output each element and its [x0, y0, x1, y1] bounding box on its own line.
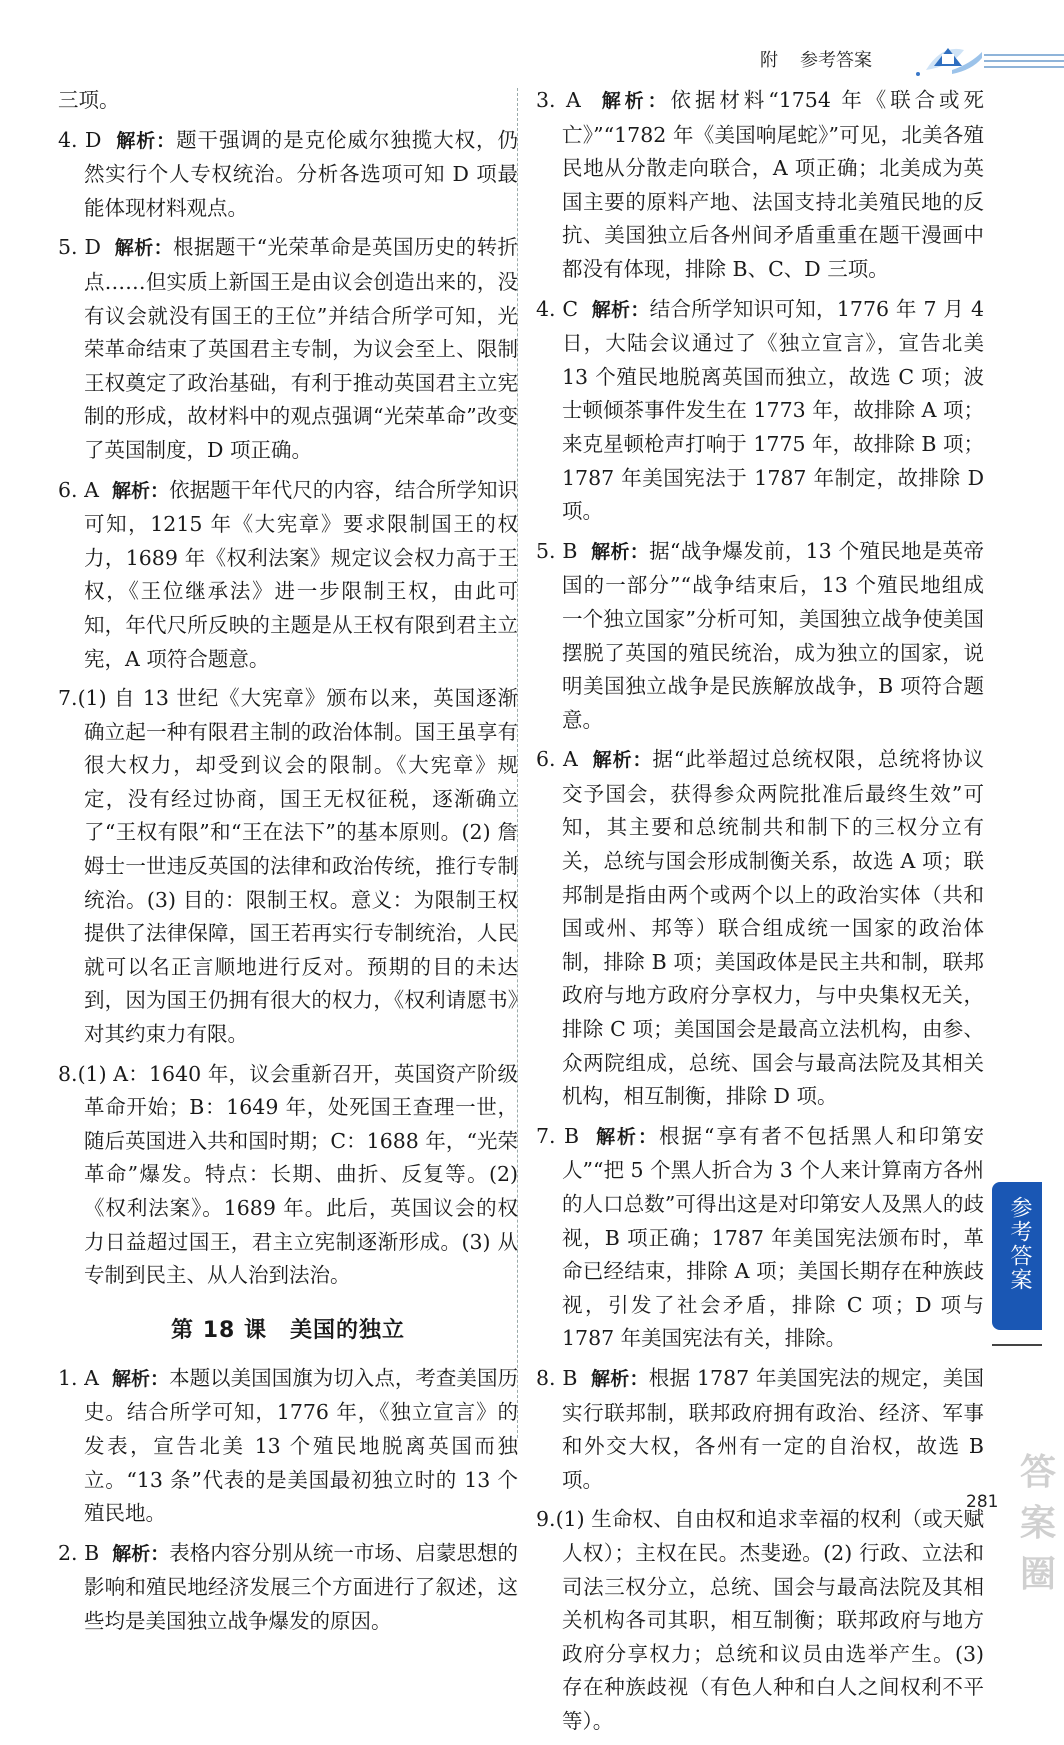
- page-number: 281: [966, 1492, 999, 1512]
- answer-item: [58, 1362, 518, 1531]
- analysis-label: 解析：: [116, 129, 177, 152]
- answer-number: 5. D: [58, 235, 101, 260]
- answer-number: 4. C: [536, 296, 579, 321]
- answer-item: [58, 124, 518, 226]
- analysis-label: 解析：: [114, 237, 174, 260]
- answer-item: [536, 743, 984, 1114]
- watermark-logo: 答案圈: [1020, 1452, 1057, 1595]
- header-decor-lines: [984, 54, 1064, 74]
- answer-text: 本题以美国国旗为切入点，考查美国历史。结合所学可知，1776 年，《独立宣言》的发表，宣告北美 13 个殖民地脱离英国而独立。“13 条”代表的是美国最初独立时的 13 个殖民地。: [84, 1365, 518, 1526]
- side-rule: [992, 1344, 1042, 1346]
- answer-text: 根据“享有者不包括黑人和印第安人”“把 5 个黑人折合为 3 个人来计算南方各州的人口总数”可得出这是对印第安人及黑人的歧视，B 项正确；1787 年美国宪法颁布时，革命已经结束，排除 A 项；美国长期存在种族歧视，引发了社会矛盾，排除 C 项；D 项与 1787 年美国宪法有关，排除。: [562, 1123, 984, 1351]
- answer-text: 结合所学知识可知，1776 年 7 月 4 日，大陆会议通过了《独立宣言》，宣告北美 13 个殖民地脱离英国而独立，故选 C 项；波士顿倾茶事件发生在 1773 年，故排除 A 项；来克星顿枪声打响于 1775 年，故排除 B 项；1787 年美国宪法于 1787 年制定，故排除 D 项。: [562, 296, 984, 524]
- analysis-label: 解析：: [590, 1367, 649, 1390]
- answer-text: 依据题干年代尺的内容，结合所学知识可知，1215 年《大宪章》要求限制国王的权力，1689 年《权利法案》规定议会权力高于王权，《王位继承法》进一步限制王权，由此可知，年代尺所反映的主题是从王权有限到君主立宪，A 项符合题意。: [84, 477, 518, 671]
- answer-text: 三项。: [58, 88, 120, 112]
- analysis-label: 解析：: [591, 540, 650, 563]
- answer-item: [536, 293, 984, 529]
- answer-item: [536, 535, 984, 738]
- answer-number: 3. A: [536, 88, 581, 112]
- analysis-label: 解析：: [601, 90, 671, 112]
- analysis-label: 解析：: [112, 1542, 170, 1565]
- analysis-label: 解析：: [112, 1367, 170, 1390]
- answer-item: [58, 474, 518, 677]
- answer-item: [58, 682, 518, 1052]
- answer-number: 1. A: [58, 1365, 99, 1390]
- header-title: 参考答案: [800, 50, 872, 71]
- answer-number: 8. B: [536, 1365, 578, 1390]
- answer-number: 8.: [58, 1061, 78, 1086]
- side-tab: [992, 1182, 1042, 1330]
- header-text: [760, 46, 872, 72]
- answer-number: 6. A: [536, 747, 578, 772]
- answer-number: 5. B: [536, 538, 578, 563]
- answer-item: [58, 1058, 518, 1293]
- left-column: [58, 84, 518, 1645]
- answer-number: 7.: [58, 686, 78, 711]
- section-title: 第 18 课 美国的独立: [171, 1317, 405, 1343]
- answer-item: [58, 84, 518, 118]
- answer-text: 根据 1787 年美国宪法的规定，美国实行联邦制，联邦政府拥有政治、经济、军事和外交大权，各州有一定的自治权，故选 B 项。: [562, 1365, 984, 1492]
- answer-text: (1) A：1640 年，议会重新召开，英国资产阶级革命开始；B：1649 年，处死国王查理一世，随后英国进入共和国时期；C：1688 年，“光荣革命”爆发。特点：长期、曲折、反复等。(2)《权利法案》。1689 年。此后，英国议会的权力日益超过国王，君主立宪制逐渐形成。(3) 从专制到民主、从人治到法治。: [77, 1061, 518, 1288]
- answer-item: [536, 1503, 984, 1738]
- answer-text: (1) 自 13 世纪《大宪章》颁布以来，英国逐渐确立起一种有限君主制的政治体制。国王虽享有很大权力，却受到议会的限制。《大宪章》规定，没有经过协商，国王无权征税，逐渐确立了“王权有限”和“王在法下”的基本原则。(2) 詹姆士一世违反英国的法律和政治传统，推行专制统治。(3) 目的：限制王权。意义：为限制王权提供了法律保障，国王若再实行专制统治，人民就可以名正言顺地进行反对。预期的目的未达到，因为国王仍拥有很大的权力，《权利请愿书》对其约束力有限。: [77, 686, 518, 1047]
- book-logo-icon: [912, 40, 986, 80]
- answer-number: 4. D: [58, 127, 102, 152]
- answer-item: [58, 231, 518, 467]
- analysis-label: 解析：: [112, 479, 170, 502]
- analysis-label: 解析：: [596, 1125, 659, 1148]
- answer-number: 2. B: [58, 1540, 100, 1565]
- answer-number: 9.: [536, 1507, 556, 1532]
- answer-text: 依据材料“1754 年《联合或死亡》”“1782 年《美国响尾蛇》”可见，北美各殖民地从分散走向联合，A 项正确；北美成为英国主要的原料产地、法国支持北美殖民地的反抗、美国独立后各州间矛盾重重在题干漫画中都没有体现，排除 B、C、D 三项。: [562, 88, 984, 281]
- answer-text: 据“此举超过总统权限，总统将协议交予国会，获得参众两院批准后最终生效”可知，其主要和总统制共和制下的三权分立有关，总统与国会形成制衡关系，故选 A 项；联邦制是指由两个或两个以上的政治实体（共和国或州、邦等）联合组成统一国家的政治体制，排除 B 项；美国政体是民主共和制，联邦政府与地方政府分享权力，与中央集权无关，排除 C 项；美国国会是最高立法机构，由参、众两院组成，总统、国会与最高法院及其相关机构，相互制衡，排除 D 项。: [562, 747, 984, 1109]
- header-appendix: 附: [760, 50, 778, 71]
- answer-item: [536, 1120, 984, 1356]
- answer-number: 6. A: [58, 477, 99, 502]
- answer-text: (1) 生命权、自由权和追求幸福的权利（或天赋人权）；主权在民。杰斐逊。(2) 行政、立法和司法三权分立，总统、国会与最高法院及其相关机构各司其职，相互制衡；联邦政府与地方政府分享权力；总统和议员由选举产生。(3) 存在种族歧视（有色人种和白人之间权利不平等）。: [555, 1507, 984, 1733]
- answer-number: 7. B: [536, 1123, 580, 1148]
- analysis-label: 解析：: [591, 298, 650, 321]
- page-header: [752, 40, 1064, 80]
- answer-text: 表格内容分别从统一市场、启蒙思想的影响和殖民地经济发展三个方面进行了叙述，这些均是美国独立战争爆发的原因。: [84, 1540, 518, 1633]
- answer-item: [58, 1537, 518, 1639]
- answer-text: 据“战争爆发前，13 个殖民地是英帝国的一部分”“战争结束后，13 个殖民地组成一个独立国家”分析可知，美国独立战争使美国摆脱了英国的殖民统治，成为独立的国家，说明美国独立战争是民族解放战争，B 项符合题意。: [562, 538, 984, 732]
- answer-item: [536, 84, 984, 287]
- answer-text: 根据题干“光荣革命是英国历史的转折点……但实质上新国王是由议会创造出来的，没有议会就没有国王的王位”并结合所学可知，光荣革命结束了英国君主专制，为议会至上、限制王权奠定了政治基础，有利于推动英国君主立宪制的形成，故材料中的观点强调“光荣革命”改变了英国制度，D 项正确。: [84, 235, 518, 462]
- side-tab-label: 参考答案: [1007, 1196, 1032, 1292]
- right-column: [536, 84, 984, 1745]
- answer-item: [536, 1362, 984, 1497]
- analysis-label: 解析：: [592, 749, 653, 772]
- answer-text: 题干强调的是克伦威尔独揽大权，仍然实行个人专权统治。分析各选项可知 D 项最能体现材料观点。: [84, 127, 518, 220]
